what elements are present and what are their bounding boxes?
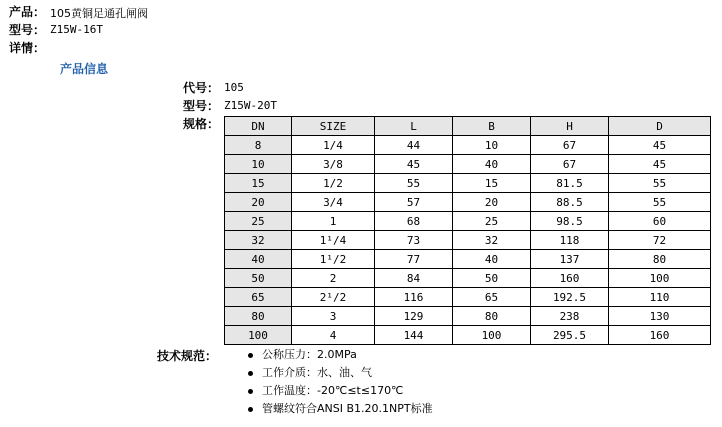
- cell-l: 57: [375, 193, 453, 212]
- cell-dn: 40: [225, 250, 292, 269]
- cell-h: 238: [531, 307, 609, 326]
- table-row: [225, 250, 711, 269]
- cell-size: 2¹/2: [292, 288, 375, 307]
- header-d: D: [609, 117, 711, 136]
- cell-h: 81.5: [531, 174, 609, 193]
- table-row: [225, 307, 711, 326]
- header-size: SIZE: [292, 117, 375, 136]
- cell-dn: 32: [225, 231, 292, 250]
- cell-l: 55: [375, 174, 453, 193]
- table-row: [225, 212, 711, 231]
- cell-dn: 50: [225, 269, 292, 288]
- cell-d: 80: [609, 250, 711, 269]
- cell-d: 130: [609, 307, 711, 326]
- cell-size: 1/2: [292, 174, 375, 193]
- cell-b: 20: [453, 193, 531, 212]
- cell-d: 160: [609, 326, 711, 345]
- cell-b: 80: [453, 307, 531, 326]
- cell-h: 295.5: [531, 326, 609, 345]
- table-row: [225, 193, 711, 212]
- bullet-icon: [248, 353, 253, 358]
- cell-l: 44: [375, 136, 453, 155]
- cell-h: 137: [531, 250, 609, 269]
- bullet-icon: [248, 407, 253, 412]
- header-l: L: [375, 117, 453, 136]
- cell-h: 118: [531, 231, 609, 250]
- cell-size: 1¹/2: [292, 250, 375, 269]
- cell-l: 77: [375, 250, 453, 269]
- code-value: 105: [224, 81, 244, 94]
- cell-size: 3/8: [292, 155, 375, 174]
- cell-d: 45: [609, 155, 711, 174]
- spec-table: [224, 116, 711, 345]
- cell-h: 67: [531, 136, 609, 155]
- cell-d: 72: [609, 231, 711, 250]
- cell-h: 160: [531, 269, 609, 288]
- cell-dn: 15: [225, 174, 292, 193]
- cell-dn: 80: [225, 307, 292, 326]
- cell-l: 144: [375, 326, 453, 345]
- cell-b: 65: [453, 288, 531, 307]
- tech-item-text: 工作介质：水、油、气: [262, 366, 372, 379]
- cell-l: 73: [375, 231, 453, 250]
- tech-item-text: 公称压力：2.0MPa: [262, 348, 357, 361]
- details-label: 详情：: [9, 41, 46, 55]
- model2-label: 型号：: [183, 99, 220, 113]
- cell-b: 100: [453, 326, 531, 345]
- model-value: Z15W-16T: [50, 23, 103, 36]
- model2-value: Z15W-20T: [224, 99, 277, 112]
- cell-d: 55: [609, 174, 711, 193]
- table-row: [225, 269, 711, 288]
- code-label: 代号：: [183, 81, 220, 95]
- table-row: [225, 326, 711, 345]
- cell-d: 45: [609, 136, 711, 155]
- cell-d: 55: [609, 193, 711, 212]
- cell-size: 2: [292, 269, 375, 288]
- cell-l: 45: [375, 155, 453, 174]
- cell-size: 1/4: [292, 136, 375, 155]
- tech-item-text: 管螺纹符合ANSI B1.20.1NPT标准: [262, 402, 433, 415]
- cell-d: 60: [609, 212, 711, 231]
- cell-h: 88.5: [531, 193, 609, 212]
- cell-l: 129: [375, 307, 453, 326]
- cell-size: 4: [292, 326, 375, 345]
- cell-b: 15: [453, 174, 531, 193]
- header-h: H: [531, 117, 609, 136]
- tech-label: 技术规范：: [157, 349, 218, 363]
- cell-b: 32: [453, 231, 531, 250]
- cell-h: 98.5: [531, 212, 609, 231]
- bullet-icon: [248, 389, 253, 394]
- bullet-icon: [248, 371, 253, 376]
- list-item: [248, 364, 433, 382]
- header-dn: DN: [225, 117, 292, 136]
- cell-l: 84: [375, 269, 453, 288]
- table-row: [225, 155, 711, 174]
- cell-size: 1¹/4: [292, 231, 375, 250]
- spec-label: 规格：: [183, 117, 220, 131]
- cell-d: 110: [609, 288, 711, 307]
- cell-h: 192.5: [531, 288, 609, 307]
- table-row: [225, 231, 711, 250]
- tech-list: [248, 346, 433, 418]
- cell-b: 40: [453, 250, 531, 269]
- section-title: 产品信息: [60, 62, 109, 76]
- product-label: 产品：: [9, 5, 46, 19]
- table-row: [225, 288, 711, 307]
- cell-dn: 20: [225, 193, 292, 212]
- cell-dn: 100: [225, 326, 292, 345]
- cell-b: 50: [453, 269, 531, 288]
- table-row: [225, 136, 711, 155]
- cell-b: 40: [453, 155, 531, 174]
- cell-size: 1: [292, 212, 375, 231]
- list-item: [248, 382, 433, 400]
- cell-l: 116: [375, 288, 453, 307]
- header-b: B: [453, 117, 531, 136]
- model-label: 型号：: [9, 23, 46, 37]
- cell-h: 67: [531, 155, 609, 174]
- cell-b: 25: [453, 212, 531, 231]
- cell-size: 3: [292, 307, 375, 326]
- cell-dn: 8: [225, 136, 292, 155]
- table-row: [225, 174, 711, 193]
- list-item: [248, 346, 433, 364]
- spec-table-body: [225, 136, 711, 345]
- cell-d: 100: [609, 269, 711, 288]
- list-item: [248, 400, 433, 418]
- cell-l: 68: [375, 212, 453, 231]
- cell-b: 10: [453, 136, 531, 155]
- tech-item-text: 工作温度：-20℃≤t≤170℃: [262, 384, 404, 397]
- cell-size: 3/4: [292, 193, 375, 212]
- product-value: 105黄铜足通孔闸阀: [50, 7, 148, 20]
- spec-header-row: [225, 117, 711, 136]
- cell-dn: 10: [225, 155, 292, 174]
- cell-dn: 25: [225, 212, 292, 231]
- cell-dn: 65: [225, 288, 292, 307]
